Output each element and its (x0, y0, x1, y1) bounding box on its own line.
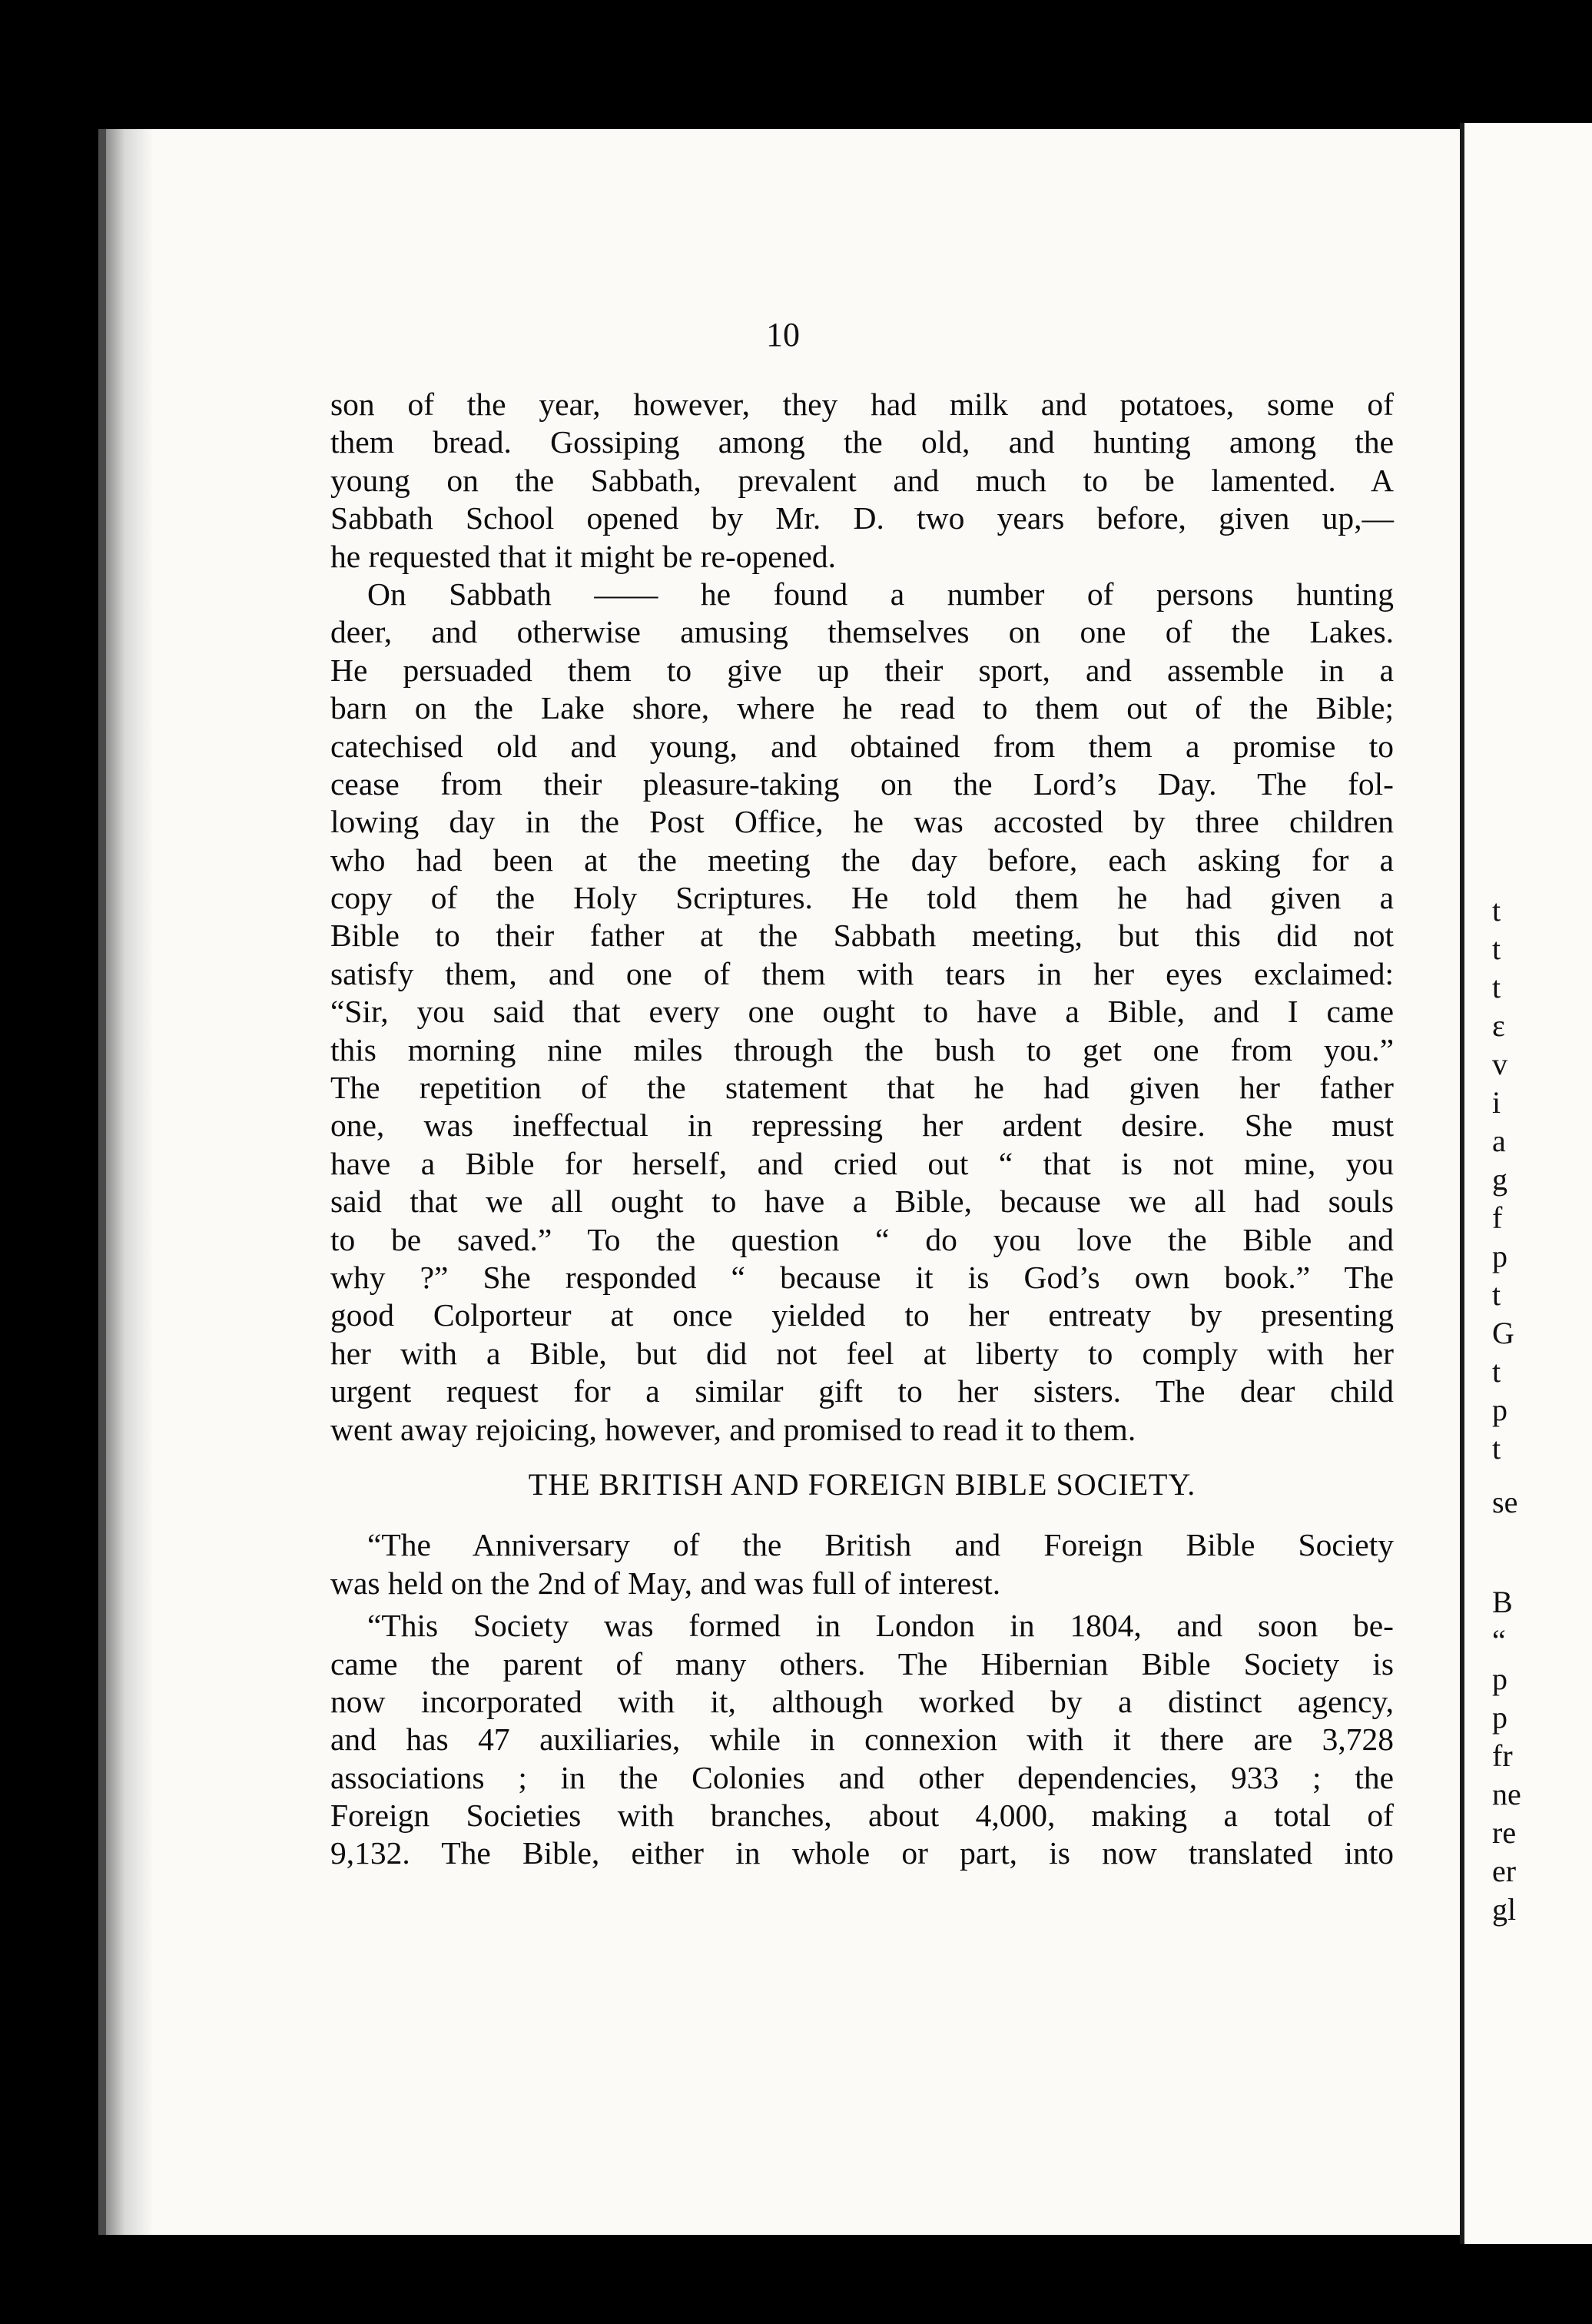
text-line: and has 47 auxiliaries, while in connexion with it there are 3,728 (330, 1721, 1394, 1758)
text-line: good Colporteur at once yielded to her entreaty by presenting (330, 1297, 1394, 1333)
edge-text: ne (1492, 1777, 1521, 1811)
text-line: he requested that it might be re-opened. (330, 538, 837, 574)
edge-text: t (1492, 893, 1501, 928)
text-line: them bread. Gossiping among the old, and hunting among the (330, 424, 1394, 460)
text-line: catechised old and young, and obtained from them a promise to (330, 728, 1394, 764)
text-line: why ?” She responded “ because it is God’s own book.” The (330, 1259, 1394, 1295)
edge-text: i (1492, 1085, 1501, 1120)
text-line: one, was ineffectual in repressing her ardent desire. She must (330, 1107, 1394, 1144)
edge-text: gl (1492, 1892, 1517, 1927)
edge-text: fr (1492, 1738, 1513, 1773)
edge-text: ε (1492, 1008, 1505, 1043)
edge-text: “ (1492, 1623, 1506, 1658)
text-line: The repetition of the statement that he had given her father (330, 1070, 1394, 1106)
paragraph-1 (330, 386, 1394, 576)
text-line: satisfy them, and one of them with tears in her eyes exclaimed: (330, 955, 1394, 991)
adjacent-page-edge (1460, 123, 1592, 2244)
edge-text: f (1492, 1200, 1503, 1235)
text-line: was held on the 2nd of May, and was full of interest. (330, 1565, 1001, 1601)
text-line: “This Society was formed in London in 1804, and soon be- (367, 1608, 1394, 1644)
paragraph-3 (330, 1526, 1394, 1602)
text-line: son of the year, however, they had milk and potatoes, some of (330, 387, 1394, 422)
edge-text: p (1492, 1662, 1507, 1696)
text-line: her with a Bible, but did not feel at liberty to comply with her (330, 1335, 1394, 1371)
text-line: cease from their pleasure-taking on the Lord’s Day. The fol- (330, 765, 1394, 802)
text-line: lowing day in the Post Office, he was accosted by three children (330, 804, 1394, 840)
text-line: urgent request for a similar gift to her sisters. The dear child (330, 1373, 1394, 1409)
edge-text: v (1492, 1047, 1507, 1081)
text-line: went away rejoicing, however, and promised to read it to them. (330, 1411, 1136, 1447)
edge-text: g (1492, 1162, 1507, 1197)
edge-text: p (1492, 1239, 1507, 1273)
edge-text: t (1492, 931, 1501, 966)
text-line: On Sabbath —— he found a number of persons hunting (367, 576, 1394, 612)
text-line: associations ; in the Colonies and other dependencies, 933 ; the (330, 1759, 1394, 1795)
text-line: came the parent of many others. The Hibernian Bible Society is (330, 1645, 1394, 1682)
text-line: “Sir, you said that every one ought to have a Bible, and I came (330, 994, 1394, 1030)
text-line: Sabbath School opened by Mr. D. two years before, given up,— (330, 500, 1394, 536)
edge-text: p (1492, 1700, 1507, 1735)
text-line: said that we all ought to have a Bible, because we all had souls (330, 1184, 1394, 1220)
text-line: “The Anniversary of the British and Foreign Bible Society (367, 1527, 1394, 1563)
text-line: now incorporated with it, although worked by a distinct agency, (330, 1683, 1394, 1719)
text-line: He persuaded them to give up their sport, and assemble in a (330, 652, 1394, 688)
edge-text: p (1492, 1393, 1507, 1427)
text-line: 9,132. The Bible, either in whole or part, is now translated into (330, 1835, 1394, 1871)
text-line: to be saved.” To the question “ do you love the Bible and (330, 1221, 1394, 1257)
text-line: Foreign Societies with branches, about 4,000, making a total of (330, 1798, 1394, 1834)
paragraph-2 (330, 576, 1394, 1449)
edge-text: t (1492, 1354, 1501, 1389)
page-gutter-shadow (106, 129, 154, 2235)
edge-text: se (1492, 1485, 1518, 1519)
book-page (98, 129, 1460, 2235)
edge-text: er (1492, 1854, 1517, 1888)
text-line: this morning nine miles through the bush to get one from you.” (330, 1031, 1394, 1067)
edge-text: re (1492, 1815, 1517, 1850)
text-line: deer, and otherwise amusing themselves on one of the Lakes. (330, 614, 1394, 650)
section-heading: THE BRITISH AND FOREIGN BIBLE SOCIETY. (528, 1466, 1196, 1502)
edge-text: t (1492, 1431, 1501, 1466)
text-line: copy of the Holy Scriptures. He told them he had given a (330, 880, 1394, 916)
text-line: who had been at the meeting the day before, each asking for a (330, 842, 1394, 878)
edge-text: G (1492, 1316, 1514, 1350)
page-number: 10 (766, 316, 800, 354)
edge-text: t (1492, 970, 1501, 1004)
text-line: barn on the Lake shore, where he read to them out of the Bible; (330, 690, 1394, 726)
text-line: young on the Sabbath, prevalent and much to be lamented. A (330, 462, 1394, 498)
paragraph-4 (330, 1607, 1394, 1873)
edge-text: t (1492, 1277, 1501, 1312)
edge-text: B (1492, 1585, 1513, 1619)
page-text (330, 386, 1394, 1873)
text-line: Bible to their father at the Sabbath meeting, but this did not (330, 918, 1394, 954)
edge-text: a (1492, 1124, 1506, 1158)
text-line: have a Bible for herself, and cried out “ that is not mine, you (330, 1145, 1394, 1181)
